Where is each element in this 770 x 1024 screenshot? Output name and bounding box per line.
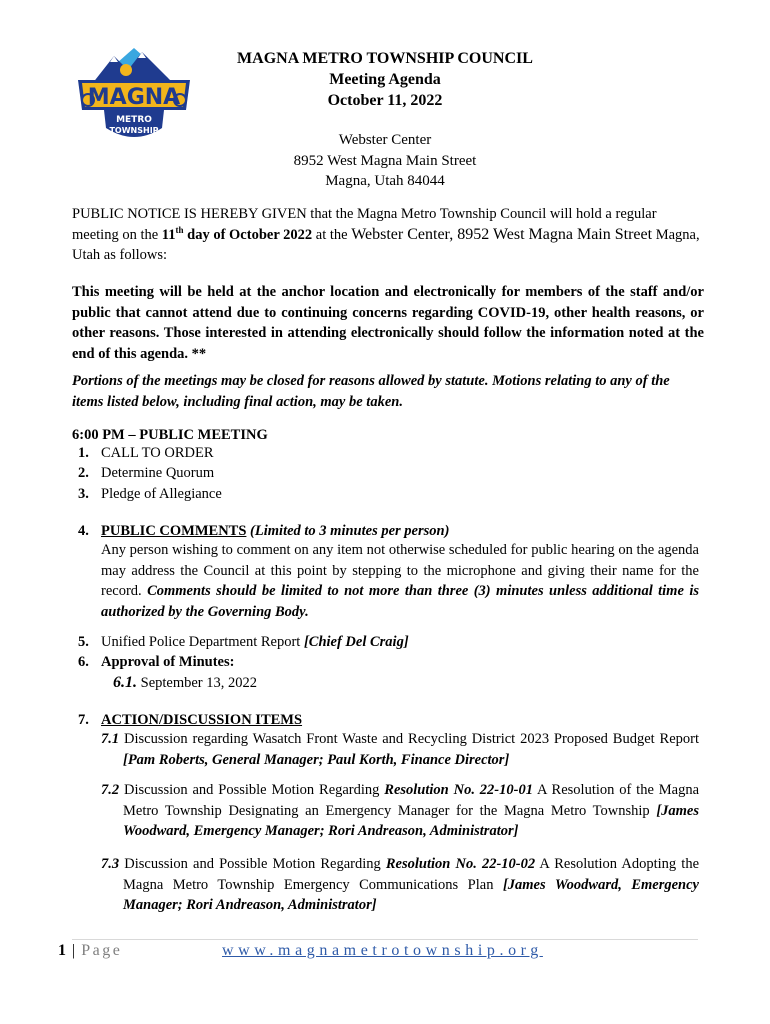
- public-comments-limit: (Limited to 3 minutes per person): [250, 523, 450, 539]
- notice-text-2: at the: [312, 226, 352, 243]
- notice-day-number: 11: [161, 226, 176, 243]
- sub-item-number: 7.3: [101, 856, 120, 872]
- venue-city: Magna, Utah 84044: [325, 173, 445, 189]
- item-number: 6.: [78, 654, 89, 670]
- sub-item-text: Discussion and Possible Motion Regarding: [119, 782, 385, 798]
- action-sub-item: [101, 854, 699, 916]
- public-comments-text: Any person wishing to comment on any item not otherwise scheduled for public hearing on the agenda may address the Council at this point by stepping to the microphone and giving their name for the record.: [101, 542, 699, 599]
- page-number: [58, 942, 122, 960]
- sub-item-label: September 13, 2022: [137, 675, 258, 691]
- item-number: 5.: [78, 634, 89, 650]
- sub-item-presenter: [Pam Roberts, General Manager; Paul Korth, Finance Director]: [123, 751, 510, 768]
- sub-item-number: 7.2: [101, 782, 120, 798]
- public-comments-title: PUBLIC COMMENTS: [101, 523, 247, 539]
- electronic-meeting-notice: This meeting will be held at the anchor location and electronically for members of the staff and/or public that cannot attend due to continuing concerns regarding COVID-19, other health reasons, or other reasons. Those interested in attending electronically should follow the information noted at the end of this agenda. **: [72, 284, 704, 362]
- notice-day: [161, 224, 313, 243]
- sub-item-presenter: [James Woodward, Emergency Manager; Rori Andreason, Administrator]: [123, 802, 699, 839]
- item-presenter: [Chief Del Craig]: [303, 634, 409, 650]
- logo-word: MAGNA: [87, 85, 181, 110]
- page-number-value: 1: [58, 942, 67, 959]
- venue-name: Webster Center: [338, 132, 432, 148]
- public-comments-emphasis: Comments should be limited to not more than three (3) minutes unless additional time is authorized by the Governing Body.: [101, 583, 699, 620]
- sub-item-resolution: Resolution No. 22-10-01: [384, 782, 533, 798]
- item-label: Pledge of Allegiance: [101, 486, 222, 502]
- item-label: Approval of Minutes:: [101, 654, 235, 670]
- notice-place: Webster Center, 8952 West Magna Main Street: [351, 225, 653, 243]
- item-label: Determine Quorum: [101, 465, 215, 481]
- item-number: 3.: [78, 486, 89, 502]
- public-comments-body: [101, 540, 699, 622]
- item-label: ACTION/DISCUSSION ITEMS: [101, 712, 303, 728]
- meeting-location: [200, 130, 570, 192]
- council-title: MAGNA METRO TOWNSHIP COUNCIL: [237, 50, 533, 67]
- closure-notice: Portions of the meetings may be closed for reasons allowed by statute. Motions relating to any of the items listed below, including final action, may be taken.: [72, 373, 670, 410]
- sub-item-presenter: [James Woodward, Emergency Manager; Rori Andreason, Administrator]: [123, 876, 699, 913]
- logo-sub1: METRO: [116, 115, 152, 125]
- notice-text-3: Magna, Utah as follows:: [72, 226, 700, 263]
- sub-item-text: Discussion regarding Wasatch Front Waste and Recycling District 2023 Proposed Budget Report: [119, 731, 699, 747]
- minutes-sub-item: [113, 673, 711, 694]
- public-notice: [72, 204, 704, 266]
- action-sub-item: [101, 780, 699, 842]
- item-number: 7.: [78, 712, 89, 728]
- page-word: Page: [81, 942, 123, 959]
- magna-metro-township-logo: [70, 40, 198, 150]
- notice-text: PUBLIC NOTICE IS HEREBY GIVEN that the Magna Metro Township Council will hold a regular meeting on the: [72, 206, 657, 243]
- meeting-date: October 11, 2022: [327, 92, 443, 109]
- sub-item-text-2: A Resolution Adopting the Magna Metro Township Emergency Communications Plan: [123, 856, 699, 893]
- logo-sub2: TOWNSHIP: [109, 126, 159, 135]
- notice-day-rest: day of October 2022: [183, 226, 313, 243]
- item-label: CALL TO ORDER: [101, 445, 214, 461]
- sub-item-text-2: A Resolution of the Magna Metro Township Designating an Emergency Manager for the Magna Metro Township: [123, 782, 700, 819]
- footer-divider: [72, 939, 698, 940]
- agenda-subtitle: Meeting Agenda: [329, 71, 441, 88]
- sub-item-number: 7.1: [101, 731, 120, 747]
- item-number: 2.: [78, 465, 89, 481]
- sub-item-text: Discussion and Possible Motion Regarding: [119, 856, 386, 872]
- action-sub-item: [101, 729, 699, 770]
- agenda-header: [200, 48, 570, 111]
- page-separator: |: [67, 942, 82, 959]
- item-label: Unified Police Department Report: [101, 634, 304, 650]
- item-number: 4.: [78, 523, 89, 539]
- sub-item-resolution: Resolution No. 22-10-02: [385, 856, 536, 872]
- item-number: 1.: [78, 445, 89, 461]
- notice-day-suffix: th: [175, 224, 184, 235]
- sub-item-number: 6.1.: [113, 674, 137, 691]
- venue-street: 8952 West Magna Main Street: [293, 152, 477, 169]
- township-website-link[interactable]: www.magnametrotownship.org: [222, 942, 543, 959]
- meeting-heading: 6:00 PM – PUBLIC MEETING: [72, 427, 268, 443]
